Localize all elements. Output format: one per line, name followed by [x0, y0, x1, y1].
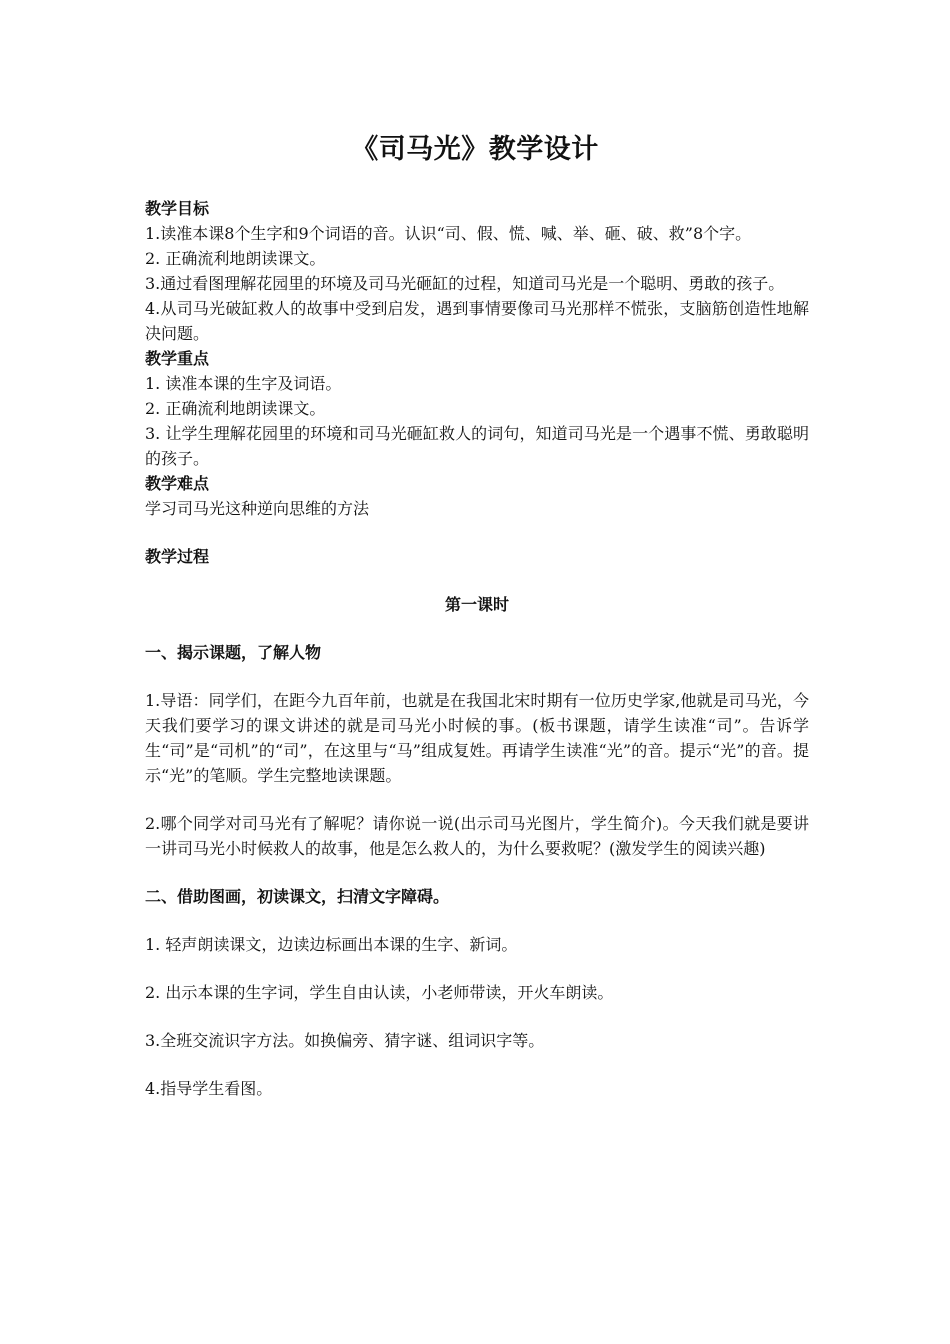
document-body	[145, 196, 809, 1101]
key-point-item-2: 2. 正确流利地朗读课文。	[145, 399, 326, 418]
section1-paragraph-2: 2.哪个同学对司马光有了解呢？请你说一说(出示司马光图片，学生简介)。今天我们就是要讲一讲司马光小时候救人的故事，他是怎么救人的，为什么要救呢？(激发学生的阅读兴趣)	[145, 814, 809, 858]
section1-heading: 一、揭示课题，了解人物	[145, 643, 322, 662]
lesson-title: 第一课时	[444, 595, 509, 614]
section2-heading: 二、借助图画，初读课文，扫清文字障碍。	[145, 887, 450, 906]
section2-paragraph-3: 3.全班交流识字方法。如换偏旁、猜字谜、组词识字等。	[145, 1031, 545, 1050]
section2-paragraph-4: 4.指导学生看图。	[145, 1079, 273, 1098]
document-title: 《司马光》教学设计	[351, 134, 599, 165]
difficulty-text: 学习司马光这种逆向思维的方法	[145, 499, 370, 518]
objectives-heading: 教学目标	[145, 199, 210, 218]
section2-paragraph-2: 2. 出示本课的生字词，学生自由认读，小老师带读，开火车朗读。	[145, 983, 614, 1002]
process-heading: 教学过程	[145, 547, 210, 566]
key-point-item-3: 3. 让学生理解花园里的环境和司马光砸缸救人的词句，知道司马光是一个遇事不慌、勇敢聪明的孩子。	[145, 424, 809, 468]
objective-item-2: 2. 正确流利地朗读课文。	[145, 249, 326, 268]
section2-paragraph-1: 1. 轻声朗读课文，边读边标画出本课的生字、新词。	[145, 935, 518, 954]
objective-item-3: 3.通过看图理解花园里的环境及司马光砸缸的过程，知道司马光是一个聪明、勇敢的孩子。	[145, 274, 785, 293]
difficulty-heading: 教学难点	[145, 474, 210, 493]
key-point-item-1: 1. 读准本课的生字及词语。	[145, 374, 342, 393]
objective-item-1: 1.读准本课8个生字和9个词语的音。认识“司、假、慌、喊、举、砸、破、救”8个字。	[145, 224, 752, 243]
section1-paragraph-1: 1.导语：同学们，在距今九百年前，也就是在我国北宋时期有一位历史学家,他就是司马光，今天我们要学习的课文讲述的就是司马光小时候的事。(板书课题，请学生读准“司”。告诉学生“司”是“司机”的“司”，在这里与“马”组成复姓。再请学生读准“光”的音。提示“光”的音。提示“光”的笔顺。学生完整地读课题。	[145, 691, 809, 785]
objective-item-4: 4.从司马光破缸救人的故事中受到启发，遇到事情要像司马光那样不慌张，支脑筋创造性地解决问题。	[145, 299, 809, 343]
key-points-heading: 教学重点	[145, 349, 210, 368]
